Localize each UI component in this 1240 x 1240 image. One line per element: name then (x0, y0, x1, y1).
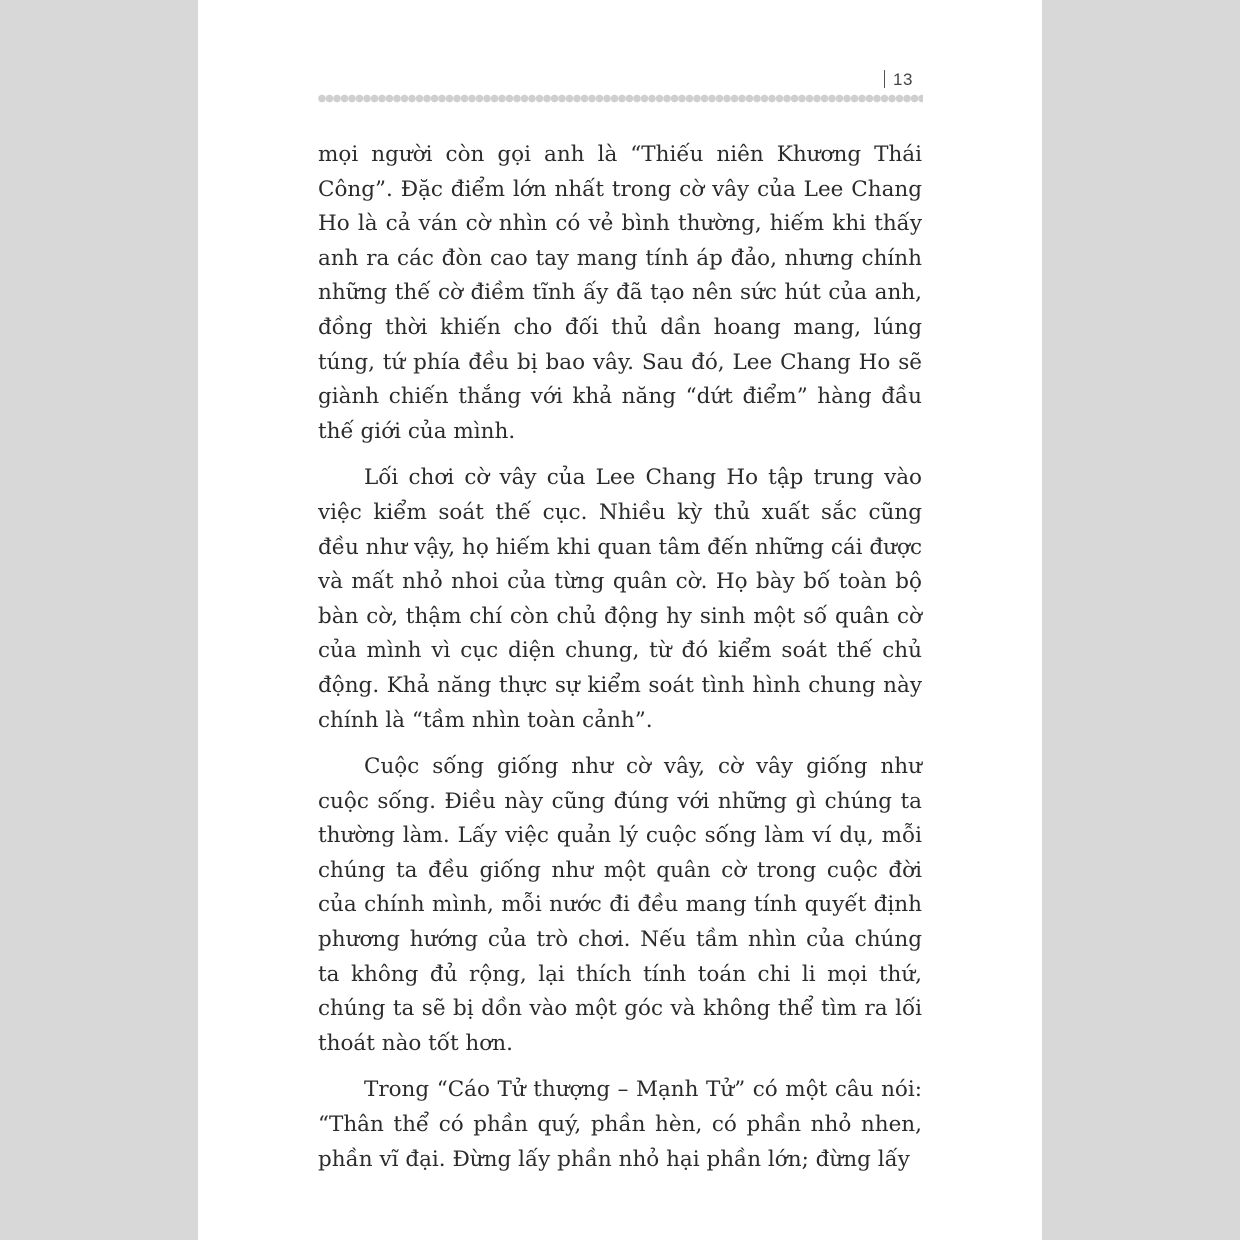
body-text (318, 138, 922, 1189)
page-number-value: 13 (893, 70, 913, 89)
paragraph-3: Cuộc sống giống như cờ vây, cờ vây giống như cuộc sống. Điều này cũng đúng với những gì chúng ta thường làm. Lấy việc quản lý cuộc sống làm ví dụ, mỗi chúng ta đều giống như một quân cờ trong cuộc đời của chính mình, mỗi nước đi đều mang tính quyết định phương hướng của trò chơi. Nếu tầm nhìn của chúng ta không đủ rộng, lại thích tính toán chi li mọi thứ, chúng ta sẽ bị dồn vào một góc và không thể tìm ra lối thoát nào tốt hơn. (318, 754, 922, 1056)
page-number-divider (884, 70, 885, 88)
paragraph-2: Lối chơi cờ vây của Lee Chang Ho tập trung vào việc kiểm soát thế cục. Nhiều kỳ thủ xuất sắc cũng đều như vậy, họ hiếm khi quan tâm đến những cái được và mất nhỏ nhoi của từng quân cờ. Họ bày bố toàn bộ bàn cờ, thậm chí còn chủ động hy sinh một số quân cờ của mình vì cục diện chung, từ đó kiểm soát thế chủ động. Khả năng thực sự kiểm soát tình hình chung này chính là “tầm nhìn toàn cảnh”. (318, 465, 922, 733)
header-dotted-rule (318, 94, 923, 103)
page-number (884, 70, 913, 90)
paragraph-1: mọi người còn gọi anh là “Thiếu niên Khương Thái Công”. Đặc điểm lớn nhất trong cờ vây của Lee Chang Ho là cả ván cờ nhìn có vẻ bình thường, hiếm khi thấy anh ra các đòn cao tay mang tính áp đảo, nhưng chính những thế cờ điềm tĩnh ấy đã tạo nên sức hút của anh, đồng thời khiến cho đối thủ dần hoang mang, lúng túng, tứ phía đều bị bao vây. Sau đó, Lee Chang Ho sẽ giành chiến thắng với khả năng “dứt điểm” hàng đầu thế giới của mình. (318, 142, 922, 444)
paragraph-4: Trong “Cáo Tử thượng – Mạnh Tử” có một câu nói: “Thân thể có phần quý, phần hèn, có phần nhỏ nhen, phần vĩ đại. Đừng lấy phần nhỏ hại phần lớn; đừng lấy (318, 1077, 922, 1172)
